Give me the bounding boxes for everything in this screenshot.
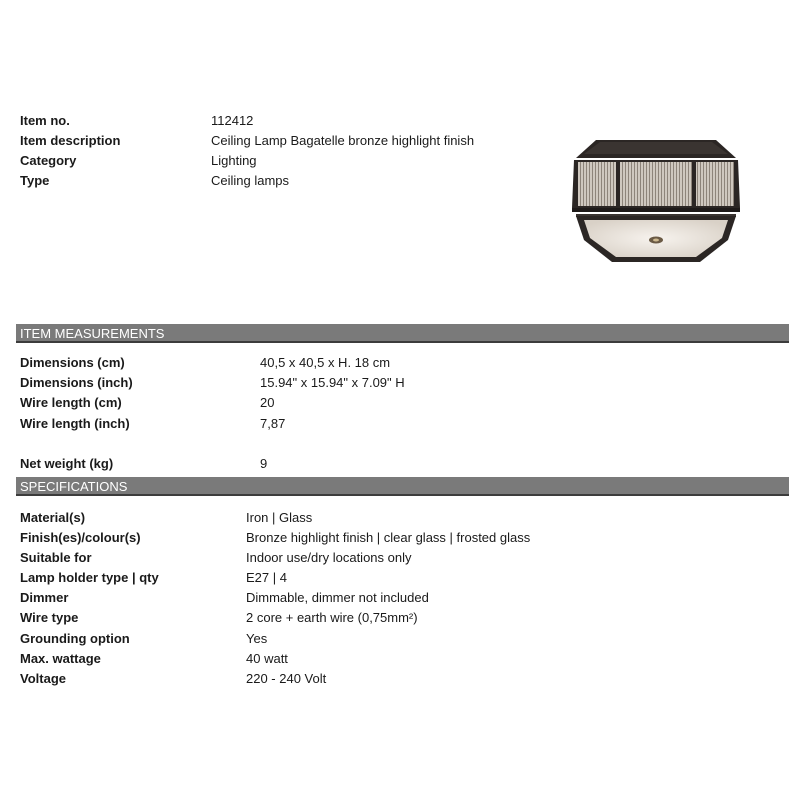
item-number-label: Item no. <box>20 113 70 128</box>
spec-label: Finish(es)/colour(s) <box>20 530 141 545</box>
ceiling-lamp-image <box>568 136 744 266</box>
item-number-value: 112412 <box>211 113 254 128</box>
spec-value: Iron | Glass <box>246 510 313 525</box>
spec-label: Material(s) <box>20 510 86 525</box>
measurements-header: ITEM MEASUREMENTS <box>16 324 789 343</box>
spec-label: Suitable for <box>20 550 92 565</box>
category-value: Lighting <box>211 153 257 168</box>
spec-value: E27 | 4 <box>246 570 287 585</box>
item-description-label: Item description <box>20 133 121 148</box>
type-value: Ceiling lamps <box>211 173 290 188</box>
spec-label: Dimmer <box>20 590 69 605</box>
type-label: Type <box>20 173 50 188</box>
dimensions-cm-value: 40,5 x 40,5 x H. 18 cm <box>260 355 391 370</box>
spec-value: 2 core + earth wire (0,75mm²) <box>246 610 418 625</box>
spec-label: Grounding option <box>20 631 130 646</box>
spec-label: Voltage <box>20 671 66 686</box>
wire-length-inch-value: 7,87 <box>260 416 286 431</box>
dimensions-inch-value: 15.94" x 15.94" x 7.09" H <box>260 375 405 390</box>
spec-value: 40 watt <box>246 651 288 666</box>
wire-length-inch-label: Wire length (inch) <box>20 416 130 431</box>
dimensions-inch-label: Dimensions (inch) <box>20 375 133 390</box>
wire-length-cm-label: Wire length (cm) <box>20 395 122 410</box>
spec-value: Dimmable, dimmer not included <box>246 590 429 605</box>
net-weight-label: Net weight (kg) <box>20 456 114 471</box>
dimensions-cm-label: Dimensions (cm) <box>20 355 125 370</box>
net-weight-value: 9 <box>260 456 268 471</box>
spec-value: Indoor use/dry locations only <box>246 550 412 565</box>
specifications-header: SPECIFICATIONS <box>16 477 789 496</box>
wire-length-cm-value: 20 <box>260 395 275 410</box>
spec-value: 220 - 240 Volt <box>246 671 327 686</box>
item-description-value: Ceiling Lamp Bagatelle bronze highlight finish <box>211 133 475 148</box>
spec-label: Wire type <box>20 610 79 625</box>
spec-label: Lamp holder type | qty <box>20 570 159 585</box>
spec-label: Max. wattage <box>20 651 101 666</box>
spec-value: Bronze highlight finish | clear glass | frosted glass <box>246 530 531 545</box>
category-label: Category <box>20 153 77 168</box>
spec-value: Yes <box>246 631 268 646</box>
